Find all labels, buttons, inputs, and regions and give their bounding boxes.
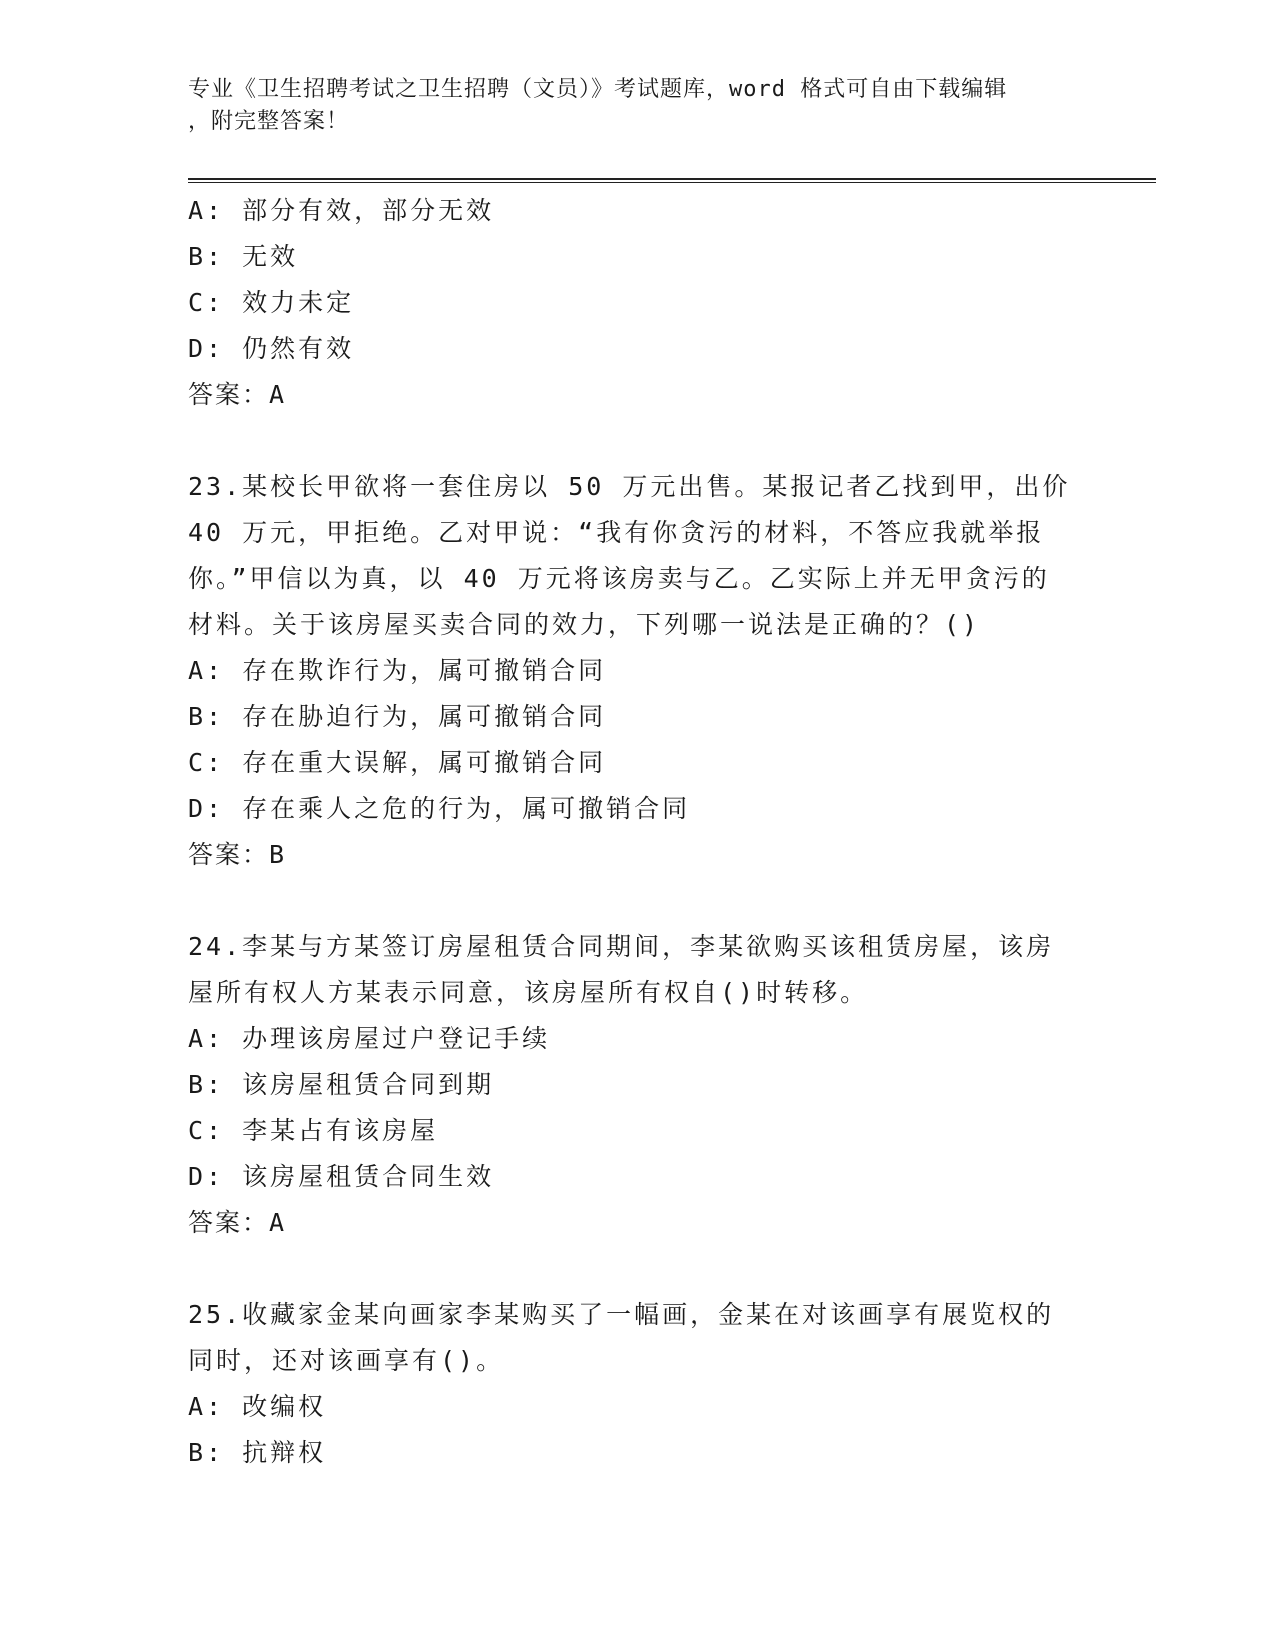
- question-stem-line: 你。”甲信以为真，以 40 万元将该房卖与乙。乙实际上并无甲贪污的: [188, 564, 1050, 593]
- question-stem-line: 40 万元，甲拒绝。乙对甲说：“我有你贪污的材料，不答应我就举报: [188, 518, 1045, 547]
- option-a: A: 存在欺诈行为，属可撤销合同: [188, 656, 607, 685]
- question-22: [188, 188, 1088, 418]
- header-divider: [188, 178, 1156, 183]
- question-stem-line: 同时，还对该画享有()。: [188, 1346, 505, 1375]
- option-c: C: 存在重大误解，属可撤销合同: [188, 748, 607, 777]
- spacer: [188, 1246, 1088, 1292]
- spacer: [188, 878, 1088, 924]
- option-d: D: 存在乘人之危的行为，属可撤销合同: [188, 794, 691, 823]
- question-23: [188, 464, 1088, 878]
- header-line-1: 专业《卫生招聘考试之卫生招聘（文员）》考试题库，word 格式可自由下载编辑: [188, 77, 1008, 102]
- question-stem-line: 23.某校长甲欲将一套住房以 50 万元出售。某报记者乙找到甲，出价: [188, 472, 1071, 501]
- answer-line: 答案：A: [188, 380, 287, 409]
- option-d: D: 该房屋租赁合同生效: [188, 1162, 495, 1191]
- option-b: B: 存在胁迫行为，属可撤销合同: [188, 702, 607, 731]
- spacer: [188, 418, 1088, 464]
- question-list: [188, 188, 1088, 1476]
- option-a: A: 改编权: [188, 1392, 327, 1421]
- header-line-2: ，附完整答案！: [188, 109, 350, 134]
- answer-line: 答案：A: [188, 1208, 287, 1237]
- option-c: C: 效力未定: [188, 288, 355, 317]
- option-a: A: 办理该房屋过户登记手续: [188, 1024, 551, 1053]
- question-stem-line: 24.李某与方某签订房屋租赁合同期间，李某欲购买该租赁房屋，该房: [188, 932, 1055, 961]
- question-stem-line: 屋所有权人方某表示同意，该房屋所有权自()时转移。: [188, 978, 869, 1007]
- question-stem-line: 25.收藏家金某向画家李某购买了一幅画，金某在对该画享有展览权的: [188, 1300, 1055, 1329]
- question-24: [188, 924, 1088, 1246]
- answer-line: 答案：B: [188, 840, 287, 869]
- option-c: C: 李某占有该房屋: [188, 1116, 439, 1145]
- question-stem-line: 材料。关于该房屋买卖合同的效力，下列哪一说法是正确的？(): [188, 610, 981, 639]
- document-header: [188, 74, 1088, 138]
- option-a: A: 部分有效，部分无效: [188, 196, 495, 225]
- option-b: B: 抗辩权: [188, 1438, 327, 1467]
- option-b: B: 该房屋租赁合同到期: [188, 1070, 495, 1099]
- question-25: [188, 1292, 1088, 1476]
- option-d: D: 仍然有效: [188, 334, 355, 363]
- option-b: B: 无效: [188, 242, 299, 271]
